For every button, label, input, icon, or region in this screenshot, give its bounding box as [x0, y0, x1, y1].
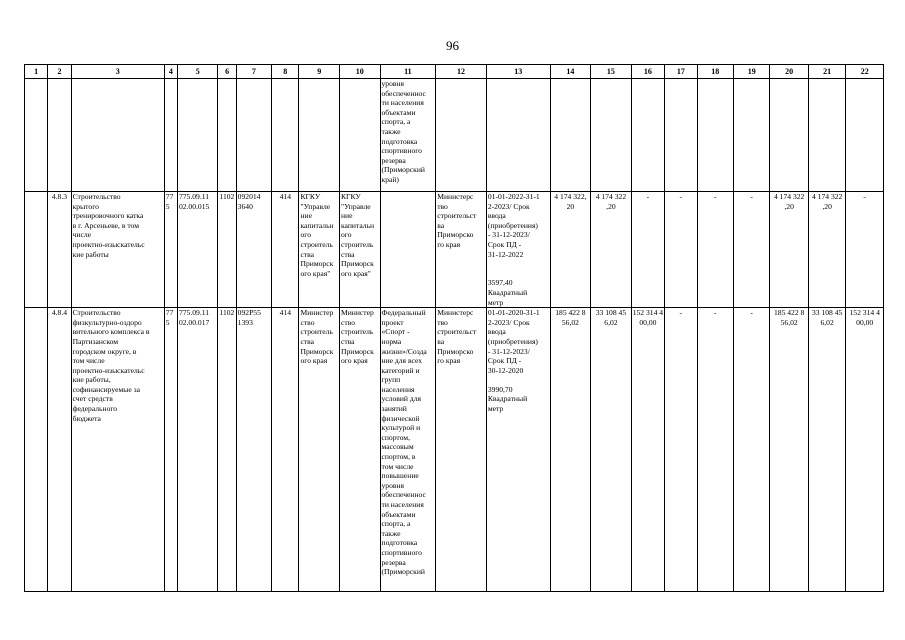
- cell-code: 775: [164, 192, 177, 308]
- cell-amount: 4 174 322 ,20: [808, 192, 845, 308]
- cell-project: [380, 192, 436, 308]
- cell-amount: 33 108 45 6,02: [591, 308, 632, 592]
- cell-code: 092014 3640: [236, 192, 271, 308]
- col-header: 6: [218, 65, 236, 79]
- col-header: 18: [697, 65, 733, 79]
- header-row: [25, 65, 884, 79]
- cell-amount: -: [665, 308, 697, 592]
- col-header: 19: [733, 65, 769, 79]
- cell-object-name: Строительство физкультурно-оздоро вительного комплекса в Партизанском городском округе, в том числе проектно-изыскательс кие работы, софинансируемые за счет средств федерального бюджета: [71, 308, 164, 592]
- cell-project: Федеральный проект «Спорт - норма жизни»/Созда ние для всех категорий и групп населения условий для занятий физической культурой и спортом, массовым спортом, в том числе повышение уровня обеспеченнос ти населения объектами спорта, а также подготовка спортивного резерва (Приморский: [380, 308, 436, 592]
- col-header: 16: [631, 65, 664, 79]
- cell-code: 414: [272, 308, 299, 592]
- cell-code: 1102: [218, 308, 236, 592]
- col-header: 10: [339, 65, 380, 79]
- cell-amount: 185 422 8 56,02: [550, 308, 591, 592]
- cell-amount: 4 174 322 ,20: [770, 192, 808, 308]
- cell-code: 414: [272, 192, 299, 308]
- col-header: 9: [299, 65, 340, 79]
- cell-amount: -: [697, 308, 733, 592]
- cell-object-name: Строительство крытого тренировочного катка в г. Арсеньеве, в том числе проектно-изыскательс кие работы: [71, 192, 164, 308]
- col-header: 14: [550, 65, 591, 79]
- cell-developer: КГКУ "Управле ние капитальн ого строитель ства Приморск ого края": [339, 192, 380, 308]
- col-header: 11: [380, 65, 436, 79]
- cell-amount: 33 108 45 6,02: [808, 308, 845, 592]
- cell-code: 775.09.11 02.00.017: [177, 308, 218, 592]
- cell-amount: 185 422 8 56,02: [770, 308, 808, 592]
- cell-terms: 01-01-2022-31-1 2-2023/ Срок ввода (приобретения) - 31-12-2023/ Срок ПД - 31-12-2022 3597,40 Квадратный метр: [486, 192, 550, 308]
- cell-amount: -: [733, 192, 769, 308]
- col-header: 12: [436, 65, 487, 79]
- col-header: 4: [164, 65, 177, 79]
- col-header: 13: [486, 65, 550, 79]
- table-row: [25, 308, 884, 592]
- col-header: 7: [236, 65, 271, 79]
- cell-customer: Министер ство строитель ства Приморск ого края: [299, 308, 340, 592]
- cell-ministry: Министерс тво строительст ва Приморско го края: [436, 192, 487, 308]
- cell-number: 4.8.3: [48, 192, 71, 308]
- cell-amount: -: [631, 192, 664, 308]
- col-header: 3: [71, 65, 164, 79]
- cell-amount: -: [733, 308, 769, 592]
- table-row-continuation: [25, 79, 884, 192]
- col-header: 15: [591, 65, 632, 79]
- col-header: 20: [770, 65, 808, 79]
- col-header: 8: [272, 65, 299, 79]
- cell-project: уровня обеспеченнос ти населения объектами спорта, а также подготовка спортивного резерва (Приморский край): [380, 79, 436, 192]
- cell-ministry: Министерс тво строительст ва Приморско го края: [436, 308, 487, 592]
- col-header: 21: [808, 65, 845, 79]
- cell-code: 775.09.11 02.00.015: [177, 192, 218, 308]
- cell-developer: Министер ство строитель ства Приморск ого края: [339, 308, 380, 592]
- cell-amount: -: [697, 192, 733, 308]
- cell-amount: 152 314 4 00,00: [631, 308, 664, 592]
- cell-amount: 152 314 4 00,00: [846, 308, 884, 592]
- budget-table: [24, 64, 884, 592]
- cell-code: 1102: [218, 192, 236, 308]
- cell-customer: КГКУ "Управле ние капитальн ого строитель ства Приморск ого края": [299, 192, 340, 308]
- col-header: 2: [48, 65, 71, 79]
- page-number: 96: [446, 38, 459, 53]
- col-header: 17: [665, 65, 697, 79]
- col-header: 22: [846, 65, 884, 79]
- cell-amount: 4 174 322 ,20: [591, 192, 632, 308]
- col-header: 5: [177, 65, 218, 79]
- table-row: [25, 192, 884, 308]
- cell-code: 092Р55 1393: [236, 308, 271, 592]
- cell-code: 775: [164, 308, 177, 592]
- cell-number: 4.8.4: [48, 308, 71, 592]
- cell-amount: -: [665, 192, 697, 308]
- col-header: 1: [25, 65, 48, 79]
- cell-terms: 01-01-2020-31-1 2-2023/ Срок ввода (приобретения) - 31-12-2023/ Срок ПД - 30-12-2020 3990,70 Квадратный метр: [486, 308, 550, 592]
- cell-amount: -: [846, 192, 884, 308]
- cell-amount: 4 174 322, 20: [550, 192, 591, 308]
